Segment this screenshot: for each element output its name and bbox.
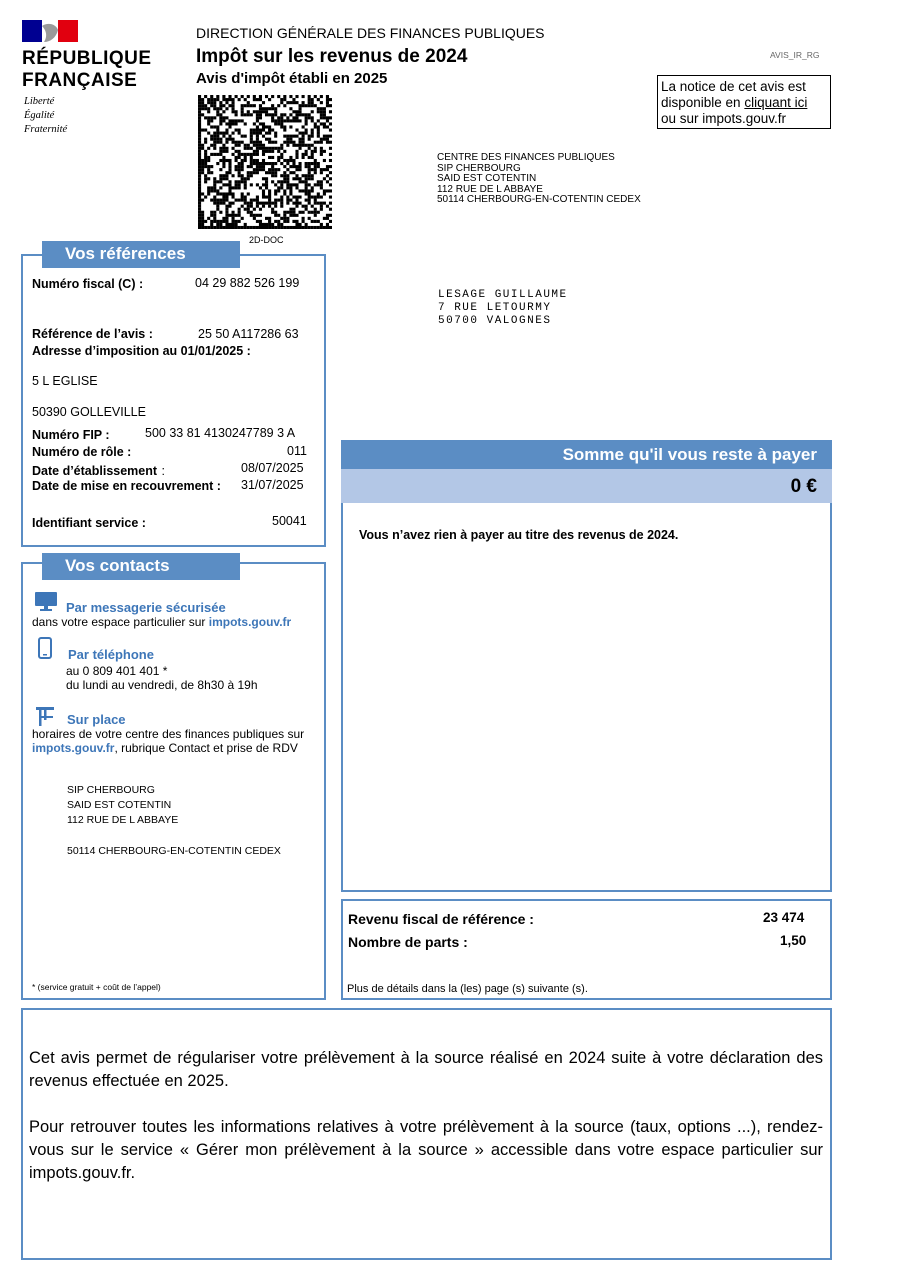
place-text1: horaires de votre centre des finances publiques sur (32, 727, 305, 741)
marianne-logo (22, 20, 154, 138)
etab-label: Date d’établissement (32, 464, 158, 478)
msg-title: Par messagerie sécurisée (66, 600, 226, 615)
role-value: 011 (287, 444, 307, 458)
parts-label: Nombre de parts : (348, 934, 468, 950)
references-box (21, 254, 326, 547)
notice-box (657, 75, 831, 129)
recouv-value: 31/07/2025 (241, 478, 304, 492)
tel-number: au 0 809 401 401 * (66, 664, 168, 678)
centre-address (437, 153, 641, 206)
place-link[interactable]: impots.gouv.fr (32, 741, 115, 755)
centre-line: 112 RUE DE L ABBAYE (437, 183, 543, 195)
role-label: Numéro de rôle : (32, 445, 132, 459)
republic-line2: FRANÇAISE (22, 70, 138, 91)
motto-egalite: Égalité (24, 110, 55, 121)
rfr-value: 23 474 (763, 910, 805, 925)
motto-fraternite: Fraternité (24, 124, 68, 135)
info-paragraph-1: Cet avis permet de régulariser votre prélèvement à la source réalisé en 2024 suite à votre déclaration des revenus effectuée en 2025. (29, 1049, 823, 1090)
msg-text: dans votre espace particulier sur (32, 615, 206, 629)
msg-link[interactable]: impots.gouv.fr (208, 615, 292, 629)
place-title: Sur place (67, 712, 126, 727)
payment-amount: 0 € (341, 469, 832, 503)
service-value: 50041 (272, 514, 307, 528)
building-icon (34, 705, 56, 727)
details-note: Plus de détails dans la (les) page (s) suivante (s). (347, 983, 588, 995)
motto-liberte: Liberté (24, 96, 55, 107)
recouv-label: Date de mise en recouvrement : (32, 479, 221, 493)
parts-value: 1,50 (780, 933, 807, 948)
etab-value: 08/07/2025 (241, 461, 304, 475)
etab-row (32, 462, 165, 480)
page-subtitle: Avis d'impôt établi en 2025 (196, 70, 388, 87)
adresse-line1: 5 L EGLISE (32, 374, 98, 388)
recipient-line: 50700 VALOGNES (438, 315, 552, 327)
direction-label: DIRECTION GÉNÉRALE DES FINANCES PUBLIQUES (196, 25, 545, 41)
contacts-address-line: SAID EST COTENTIN (67, 799, 172, 811)
footnote: * (service gratuit + coût de l’appel) (32, 982, 161, 992)
payment-message: Vous n’avez rien à payer au titre des revenus de 2024. (359, 528, 679, 542)
centre-line: 50114 CHERBOURG-EN-COTENTIN CEDEX (437, 194, 641, 205)
republic-line1: RÉPUBLIQUE (22, 48, 152, 69)
payment-body (341, 503, 832, 892)
centre-line: SIP CHERBOURG (437, 162, 521, 174)
notice-text2: disponible en (661, 95, 741, 110)
tel-title: Par téléphone (68, 647, 154, 662)
rfr-label: Revenu fiscal de référence : (348, 911, 534, 927)
tel-hours: du lundi au vendredi, de 8h30 à 19h (66, 678, 258, 692)
avis-code: AVIS_IR_RG (770, 50, 820, 60)
barcode-2d-doc (198, 95, 332, 229)
contacts-address (67, 783, 281, 859)
computer-icon (34, 591, 58, 613)
payment-header: Somme qu'il vous reste à payer (341, 440, 832, 469)
fip-label: Numéro FIP : (32, 428, 110, 442)
info-paragraph-2: Pour retrouver toutes les informations relatives à votre prélèvement à la source (taux, options ...), rendez-vous sur le service « Gérer mon prélèvement à la source » accessible dans votre espace particulier sur impots.gouv.fr. (29, 1118, 823, 1182)
notice-text3: ou sur impots.gouv.fr (661, 111, 787, 126)
msg-line (32, 615, 291, 629)
numero-fiscal-label: Numéro fiscal (C) : (32, 277, 144, 291)
centre-line: CENTRE DES FINANCES PUBLIQUES (437, 152, 615, 163)
centre-line: SAID EST COTENTIN (437, 173, 537, 184)
contacts-address-line: 112 RUE DE L ABBAYE (67, 814, 179, 826)
contacts-address-line: 50114 CHERBOURG-EN-COTENTIN CEDEX (67, 845, 281, 857)
notice-line2 (661, 95, 827, 111)
place-line2 (32, 741, 298, 755)
recipient-line: LESAGE GUILLAUME (438, 289, 568, 301)
notice-text1: La notice de cet avis est (661, 79, 806, 94)
recipient-line: 7 RUE LETOURMY (438, 302, 552, 314)
phone-icon (38, 637, 52, 659)
etab-colon: : (161, 464, 165, 478)
contacts-title: Vos contacts (42, 553, 240, 580)
datamatrix-icon (198, 95, 332, 229)
recipient-address (438, 289, 568, 328)
adresse-label: Adresse d’imposition au 01/01/2025 : (32, 344, 251, 358)
fip-value: 500 33 81 4130247789 3 A (145, 426, 296, 440)
references-title: Vos références (42, 241, 240, 268)
service-label: Identifiant service : (32, 516, 146, 530)
marianne-icon (22, 20, 78, 44)
ref-avis-value: 25 50 A117286 63 (198, 327, 299, 341)
numero-fiscal-value: 04 29 882 526 199 (195, 276, 300, 290)
doc2d-label: 2D-DOC (249, 235, 284, 245)
notice-link[interactable]: cliquant ici (744, 95, 808, 110)
ref-avis-label: Référence de l’avis : (32, 327, 153, 341)
contacts-address-line: SIP CHERBOURG (67, 784, 155, 796)
place-text2: , rubrique Contact et prise de RDV (114, 741, 298, 755)
page-title: Impôt sur les revenus de 2024 (196, 46, 468, 67)
adresse-line2: 50390 GOLLEVILLE (32, 405, 146, 419)
